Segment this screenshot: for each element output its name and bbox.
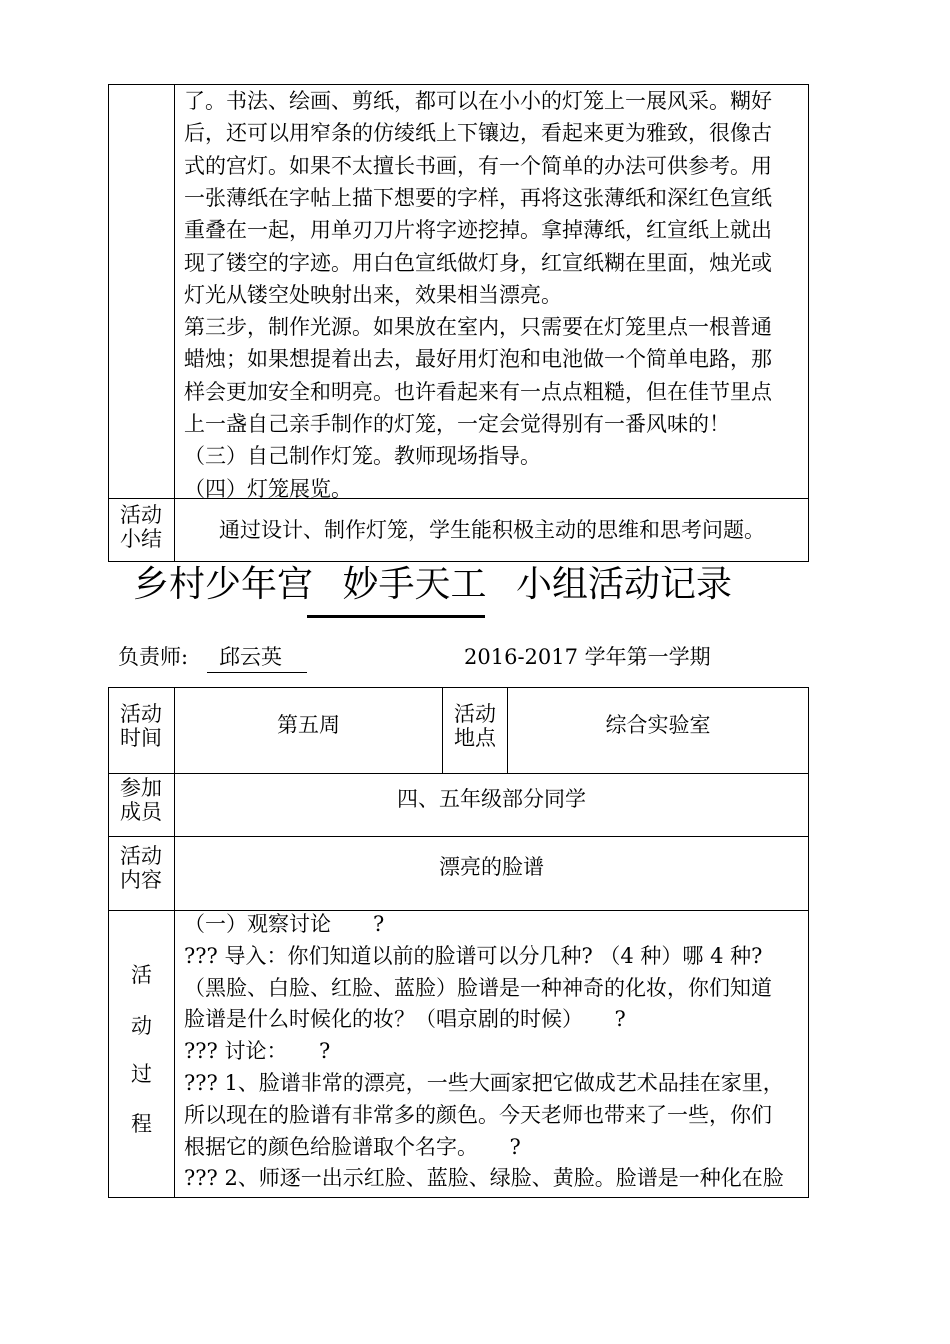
page-title <box>133 560 732 610</box>
summary-text: 通过设计、制作灯笼，学生能积极主动的思维和思考问题。 <box>219 518 765 542</box>
time-label: 活动 时间 <box>120 702 162 750</box>
table2-row-divider-2 <box>108 836 809 837</box>
teacher-underline <box>207 672 307 673</box>
process-label-char: 过 <box>131 1062 152 1086</box>
table2-right-border <box>808 687 809 1198</box>
place-label: 活动 地点 <box>454 702 496 750</box>
table2-left-border <box>108 687 109 1198</box>
text-line: （黑脸、白脸、红脸、蓝脸）脸谱是一种神奇的化妆，你们知道 <box>184 975 772 1000</box>
table2-bottom-border <box>108 1197 809 1198</box>
text-line: 脸谱是什么时候化的妆？（唱京剧的时候） ? <box>184 1007 626 1032</box>
text-line: 样会更加安全和明亮。也许看起来有一点点粗糙，但在佳节里点 <box>184 379 772 404</box>
table2-divider-vertical <box>174 687 175 1198</box>
text-line: 现了镂空的字迹。用白色宣纸做灯身，红宣纸糊在里面，烛光或 <box>184 250 772 275</box>
text-line: 灯光从镂空处映射出来，效果相当漂亮。 <box>184 282 562 307</box>
teacher-label: 负责师: <box>118 645 189 669</box>
text-line: 根据它的颜色给脸谱取个名字。 ? <box>184 1134 521 1159</box>
text-line: 重叠在一起，用单刃刀片将字迹挖掉。拿掉薄纸，红宣纸上就出 <box>184 218 772 243</box>
table1-divider-vertical <box>174 84 175 562</box>
content-value: 漂亮的脸谱 <box>439 855 544 879</box>
title-part-1: 乡村少年宫 <box>133 564 314 605</box>
members-value: 四、五年级部分同学 <box>397 787 586 811</box>
text-line: 一张薄纸在字帖上描下想要的字样，再将这张薄纸和深红色宣纸 <box>184 185 772 210</box>
process-label-char: 程 <box>131 1112 152 1136</box>
text-line: 所以现在的脸谱有非常多的颜色。今天老师也带来了一些，你们 <box>184 1102 772 1127</box>
table1-left-border <box>108 84 109 562</box>
table2-top-border <box>108 687 809 688</box>
text-line: 上一盏自己亲手制作的灯笼，一定会觉得别有一番风味的！ <box>184 412 730 436</box>
text-line: （三）自己制作灯笼。教师现场指导。 <box>184 444 541 469</box>
table1-right-border <box>808 84 809 562</box>
table2-row-divider-1 <box>108 773 809 774</box>
text-line: （四）灯笼展览。 <box>184 476 352 501</box>
text-line: ??? 2、师逐一出示红脸、蓝脸、绿脸、黄脸。脸谱是一种化在脸 <box>184 1166 784 1191</box>
place-value: 综合实验室 <box>605 713 711 737</box>
text-line: 后，还可以用窄条的仿绫纸上下镶边，看起来更为雅致，很像古 <box>184 121 772 146</box>
text-line: 第三步，制作光源。如果放在室内，只需要在灯笼里点一根普通 <box>184 315 772 340</box>
process-label-char: 活 <box>131 963 152 987</box>
title-underline <box>307 615 485 618</box>
summary-label: 活动 小结 <box>120 503 162 551</box>
process-label-char: 动 <box>131 1014 152 1038</box>
text-line: ??? 1、脸谱非常的漂亮，一些大画家把它做成艺术品挂在家里， <box>184 1071 784 1095</box>
text-line: 式的宫灯。如果不太擅长书画，有一个简单的办法可供参考。用 <box>184 153 772 178</box>
time-value: 第五周 <box>277 713 340 737</box>
text-line: 了。书法、绘画、剪纸，都可以在小小的灯笼上一展风采。糊好 <box>184 89 772 113</box>
title-part-3: 小组活动记录 <box>515 564 732 605</box>
term-text: 2016-2017 学年第一学期 <box>464 645 711 669</box>
content-label: 活动 内容 <box>120 844 162 892</box>
text-line: 蜡烛；如果想提着出去，最好用灯泡和电池做一个简单电路，那 <box>184 347 772 372</box>
members-label: 参加 成员 <box>120 776 162 824</box>
teacher-name: 邱云英 <box>219 645 282 669</box>
text-line: ??? 讨论： ? <box>184 1039 331 1064</box>
table2-time-place-divider <box>442 687 443 774</box>
text-line: （一）观察讨论 ? <box>184 912 385 936</box>
text-line: ??? 导入：你们知道以前的脸谱可以分几种? （4 种）哪 4 种? <box>184 943 763 968</box>
title-part-2: 妙手天工 <box>342 564 487 605</box>
